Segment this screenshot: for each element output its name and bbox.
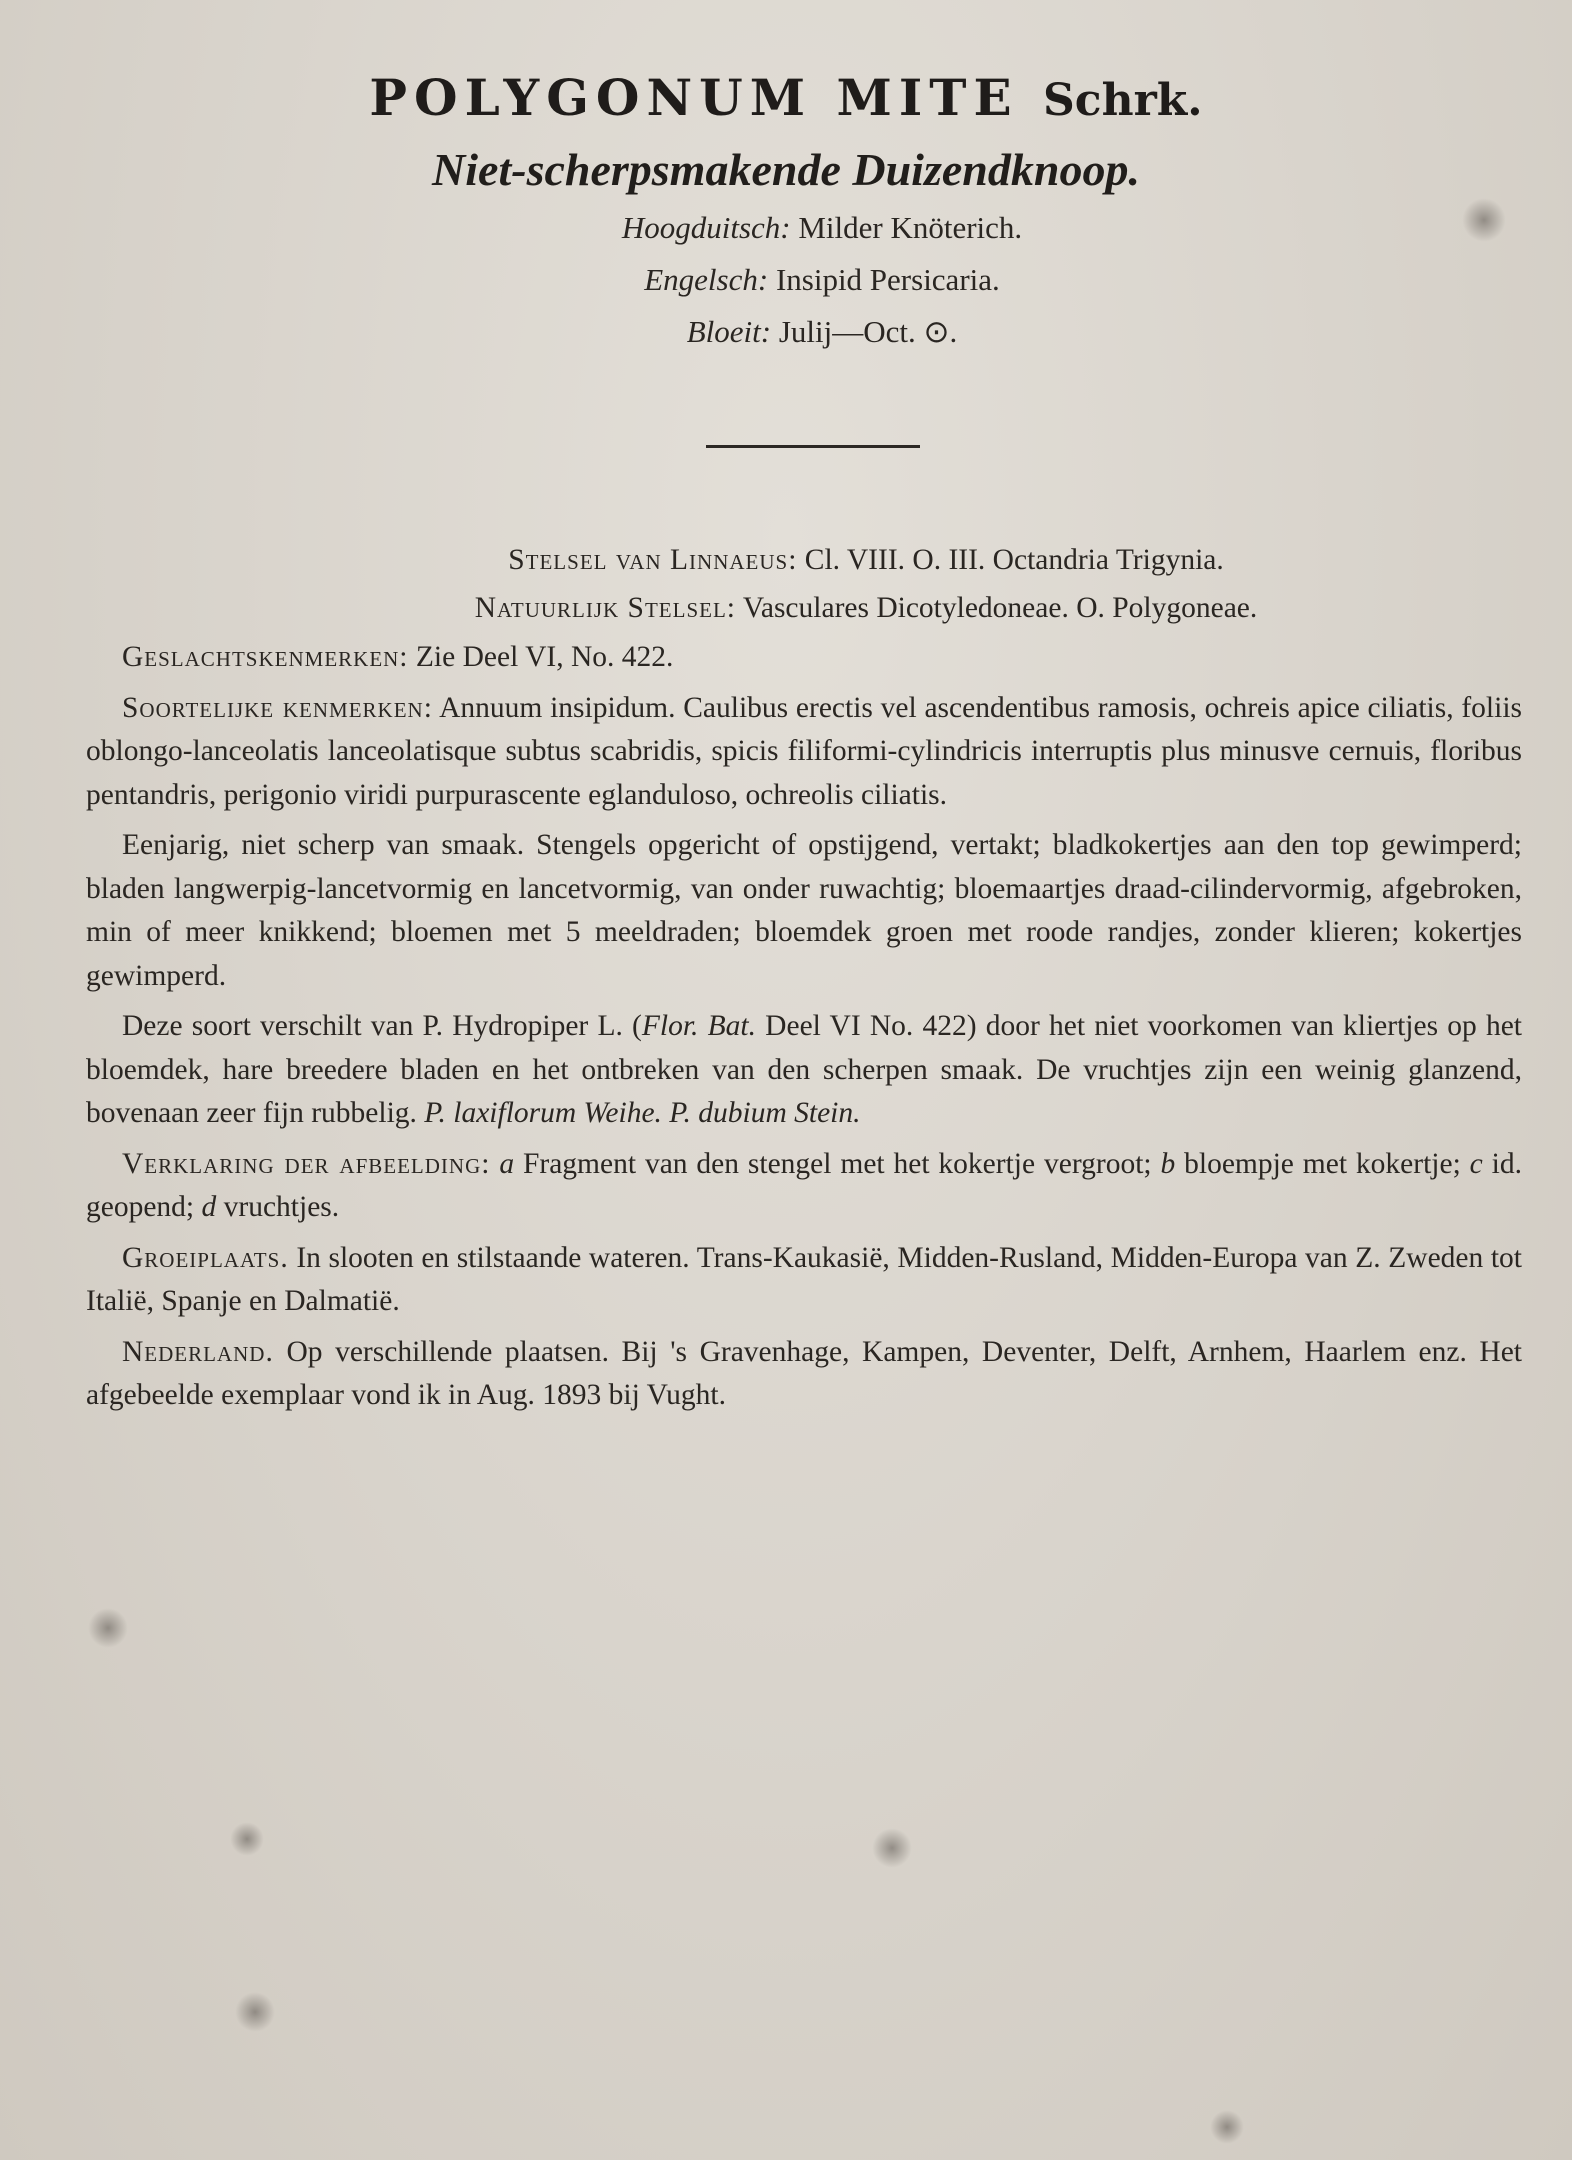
foxing-spot — [1462, 198, 1506, 242]
species-title — [0, 68, 1572, 131]
fig-text-a: Fragment van den stengel met het kokertje vergroot; — [514, 1147, 1161, 1180]
netherlands-label: Nederland. — [122, 1335, 274, 1368]
habitat-paragraph — [86, 1237, 1522, 1324]
genus-characters-paragraph — [86, 636, 1522, 680]
netherlands-text: Op verschillende plaatsen. Bij 's Gravenhage, Kampen, Deventer, Delft, Arnhem, Haarlem enz. Het afgebeelde exemplaar vond ik in Aug. 1893 bij Vught. — [86, 1335, 1523, 1411]
fig-label-d: d — [201, 1191, 217, 1223]
flowering-value: Julij—Oct. ⊙. — [778, 314, 958, 349]
natural-system-label: Natuurlijk Stelsel: — [474, 592, 736, 624]
species-name: POLYGONUM MITE — [369, 68, 1019, 127]
figure-explanation-label: Verklaring der afbeelding: — [122, 1147, 491, 1180]
foxing-spot — [872, 1828, 912, 1868]
dutch-common-name: Niet-scherpsmakende Duizendknoop. — [432, 144, 1140, 195]
linnaeus-value: Cl. VIII. O. III. Octandria Trigynia. — [804, 544, 1224, 576]
fig-text-d: vruchtjes. — [216, 1191, 340, 1223]
flowering-line — [36, 312, 1572, 352]
foxing-spot — [230, 1822, 264, 1856]
foxing-spot — [1210, 2110, 1244, 2144]
german-label: Hoogduitsch: — [621, 210, 791, 245]
linnaeus-system-line — [80, 540, 1572, 580]
english-name-line — [36, 260, 1572, 300]
netherlands-paragraph — [86, 1331, 1522, 1418]
fig-label-b: b — [1160, 1147, 1176, 1180]
species-characters-label: Soortelijke kenmerken: — [122, 691, 433, 724]
genus-characters-text: Zie Deel VI, No. 422. — [415, 641, 674, 673]
fig-label-a: a — [499, 1147, 515, 1180]
fig-label-c: c — [1469, 1147, 1483, 1180]
german-name-line — [36, 208, 1572, 248]
natural-system-line — [80, 588, 1572, 628]
comparison-text-2: Deel VI No. 422) door het niet voorkomen van kliertjes op het bloemdek, hare breedere bladen en het ontbreken van den scherpen smaak. De vruchtjes zijn een weinig glanzend, bovenaan zeer fijn rubbelig. — [86, 1010, 1522, 1129]
german-value: Milder Knöterich. — [798, 210, 1023, 245]
foxing-spot — [235, 1992, 275, 2032]
comparison-text-1: Deze soort verschilt van P. Hydropiper L. ( — [122, 1010, 642, 1042]
habitat-label: Groeiplaats. — [122, 1241, 289, 1274]
flowering-label: Bloeit: — [686, 314, 772, 349]
divider-rule — [706, 445, 920, 448]
dutch-description-paragraph: Eenjarig, niet scherp van smaak. Stengels opgericht of opstijgend, vertakt; bladkokertjes aan den top gewimperd; bladen langwerpig-lancetvormig en lancetvormig, van onder ruwachtig; bloemaartjes draad-cilindervormig, afgebroken, min of meer knikkend; bloemen met 5 meeldraden; bloemdek groen met roode randjes, zonder klieren; kokertjes gewimperd. — [86, 829, 1522, 992]
genus-characters-label: Geslachtskenmerken: — [122, 641, 409, 673]
natural-system-value: Vasculares Dicotyledoneae. O. Polygoneae. — [742, 592, 1258, 624]
foxing-spot — [88, 1608, 128, 1648]
fig-text-c: id. geopend; — [86, 1147, 1522, 1223]
species-characters-paragraph — [86, 687, 1522, 818]
english-label: Engelsch: — [644, 262, 769, 297]
habitat-text: In slooten en stilstaande wateren. Trans-Kaukasië, Midden-Rusland, Midden-Europa van Z. Zweden tot Italië, Spanje en Dalmatië. — [86, 1241, 1523, 1317]
figure-explanation-paragraph — [86, 1143, 1522, 1230]
synonyms: P. laxiflorum Weihe. P. dubium Stein. — [424, 1097, 861, 1129]
species-author: Schrk. — [1043, 75, 1203, 126]
species-characters-text: Annuum insipidum. Caulibus erectis vel ascendentibus ramosis, ochreis apice ciliatis, foliis oblongo-lanceolatis lanceolatisque subtus scabridis, spicis filiformi-cylindricis interruptis plus minusve cernuis, floribus pentandris, perigonio viridi purpurascente eglanduloso, ochreolis ciliatis. — [86, 691, 1522, 811]
description-body — [86, 636, 1522, 1425]
flora-reference: Flor. Bat. — [641, 1010, 756, 1042]
comparison-paragraph — [86, 1005, 1522, 1136]
english-value: Insipid Persicaria. — [775, 262, 1000, 297]
fig-text-b: bloempje met kokertje; — [1175, 1147, 1470, 1180]
linnaeus-label: Stelsel van Linnaeus: — [508, 544, 798, 576]
